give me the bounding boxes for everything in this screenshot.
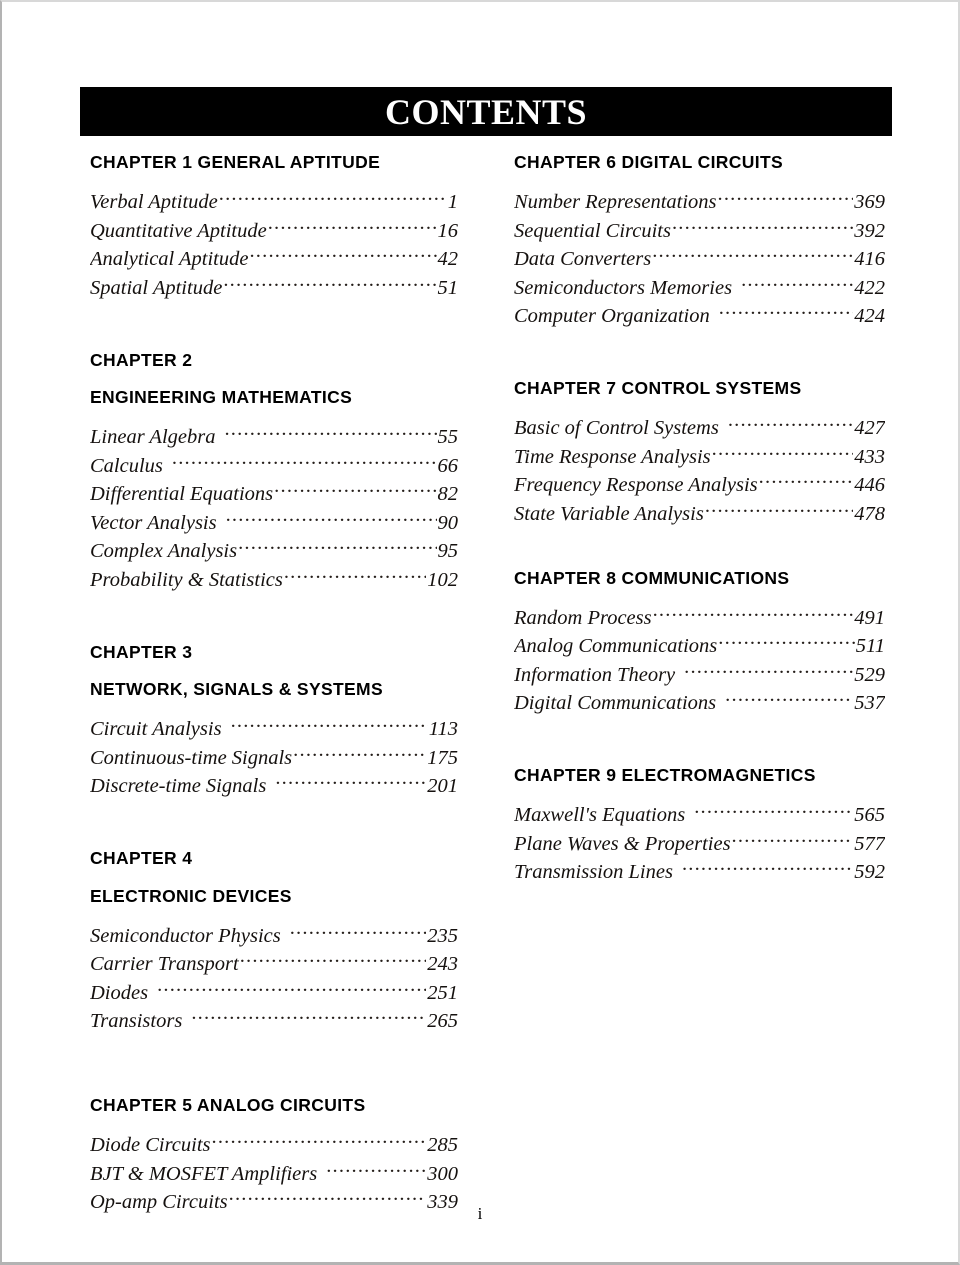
toc-entry-title: Sequential Circuits xyxy=(514,219,671,242)
dot-leader xyxy=(212,1131,427,1152)
toc-entry-page-number: 16 xyxy=(437,219,458,242)
toc-entry[interactable] xyxy=(514,660,885,689)
toc-entry-page-number: 433 xyxy=(854,445,885,468)
toc-entry-list xyxy=(514,603,885,717)
toc-entry-page-number: 416 xyxy=(854,248,885,270)
toc-entry[interactable] xyxy=(90,921,458,950)
chapter-block xyxy=(90,154,458,302)
toc-entry-title: Semiconductors Memories xyxy=(514,276,733,299)
toc-entry-page-number: 339 xyxy=(427,1191,458,1213)
toc-entry-title: Analytical Aptitude xyxy=(90,248,249,270)
dot-leader xyxy=(284,565,426,586)
chapter-heading-line: NETWORK, SIGNALS & SYSTEMS xyxy=(90,679,384,699)
chapter-block xyxy=(514,154,885,330)
dot-leader xyxy=(652,245,853,266)
dot-leader xyxy=(653,603,854,624)
toc-entry[interactable] xyxy=(514,632,885,661)
chapter-heading-line: CHAPTER 7 CONTROL SYSTEMS xyxy=(514,378,802,398)
toc-entry-page-number: 565 xyxy=(854,804,885,826)
toc-entry[interactable] xyxy=(514,216,885,245)
toc-entry-title: Frequency Response Analysis xyxy=(514,474,758,496)
chapter-heading-chapter-8-communications xyxy=(514,567,885,588)
toc-entry[interactable] xyxy=(514,188,885,217)
chapter-heading-chapter-7-control-systems xyxy=(514,380,885,398)
toc-entry-title: BJT & MOSFET Amplifiers xyxy=(90,1162,318,1185)
chapter-block xyxy=(90,1097,458,1216)
toc-entry-title: Transmission Lines xyxy=(514,861,673,883)
toc-entry-page-number: 537 xyxy=(854,692,885,714)
dot-leader xyxy=(290,921,427,942)
toc-entry-page-number: 113 xyxy=(428,718,458,740)
toc-entry-page-number: 577 xyxy=(854,832,885,855)
chapter-heading-line: CHAPTER 8 COMMUNICATIONS xyxy=(514,567,790,588)
toc-entry[interactable] xyxy=(90,273,458,302)
toc-entry-page-number: 424 xyxy=(854,305,885,327)
toc-entry-page-number: 478 xyxy=(854,502,885,525)
toc-entry-title: Op-amp Circuits xyxy=(90,1191,228,1213)
dot-leader xyxy=(718,188,854,209)
toc-entry-page-number: 42 xyxy=(437,248,458,270)
chapter-block xyxy=(514,767,885,886)
toc-entry[interactable] xyxy=(514,245,885,274)
toc-entry[interactable] xyxy=(90,480,458,509)
toc-entry-page-number: 300 xyxy=(427,1162,458,1185)
toc-entry-page-number: 427 xyxy=(854,417,885,439)
toc-entry[interactable] xyxy=(514,689,885,718)
toc-entry-page-number: 66 xyxy=(437,454,458,477)
toc-entry-title: Vector Analysis xyxy=(90,511,217,534)
chapter-heading-line: CHAPTER 5 ANALOG CIRCUITS xyxy=(90,1095,366,1115)
chapter-block xyxy=(514,567,885,718)
toc-entry[interactable] xyxy=(90,216,458,245)
dot-leader xyxy=(274,480,436,501)
toc-entry-page-number: 446 xyxy=(854,474,885,496)
toc-entry-page-number: 251 xyxy=(427,981,458,1004)
chapter-heading-line: ENGINEERING MATHEMATICS xyxy=(90,387,353,407)
chapter-heading-chapter-1-general-aptitude xyxy=(90,154,458,172)
toc-entry-page-number: 201 xyxy=(427,775,458,797)
toc-entry-title: Spatial Aptitude xyxy=(90,276,223,299)
toc-entry[interactable] xyxy=(90,245,458,274)
chapter-heading-line: CHAPTER 6 DIGITAL CIRCUITS xyxy=(514,152,784,172)
chapter-heading-line: ELECTRONIC DEVICES xyxy=(90,885,292,906)
dot-leader xyxy=(728,414,853,435)
dot-leader xyxy=(741,273,853,294)
toc-entry[interactable] xyxy=(514,302,885,331)
dot-leader xyxy=(226,508,437,529)
toc-entry-list xyxy=(90,423,458,594)
toc-entry-title: Digital Communications xyxy=(514,692,717,714)
toc-entry-title: Maxwell's Equations xyxy=(514,804,686,826)
toc-entry[interactable] xyxy=(514,829,885,858)
toc-entry-page-number: 95 xyxy=(437,540,458,562)
chapter-block xyxy=(90,349,458,594)
toc-entry-list xyxy=(90,715,458,801)
toc-entry-title: State Variable Analysis xyxy=(514,502,704,525)
page-number-folio: i xyxy=(477,1204,483,1223)
chapter-heading-chapter-9-electromagnetics xyxy=(514,767,885,785)
dot-leader xyxy=(682,858,853,879)
toc-entry[interactable] xyxy=(90,508,458,537)
toc-entry-title: Semiconductor Physics xyxy=(90,924,281,947)
toc-entry-list xyxy=(90,188,458,302)
toc-entry-page-number: 175 xyxy=(427,746,458,769)
toc-entry-title: Verbal Aptitude xyxy=(90,191,218,213)
toc-entry-title: Probability & Statistics xyxy=(90,568,283,591)
dot-leader xyxy=(326,1159,426,1180)
toc-entry[interactable] xyxy=(90,565,458,594)
toc-entry-page-number: 243 xyxy=(427,953,458,975)
section-spacer xyxy=(90,302,458,352)
dot-leader xyxy=(672,216,853,237)
toc-entry-title: Data Converters xyxy=(514,248,652,270)
chapter-heading-line: CHAPTER 1 GENERAL APTITUDE xyxy=(90,152,381,172)
dot-leader xyxy=(275,772,426,793)
dot-leader xyxy=(157,978,426,999)
toc-entry[interactable] xyxy=(514,471,885,500)
toc-entry-page-number: 235 xyxy=(427,924,458,947)
dot-leader xyxy=(223,273,436,294)
toc-entry[interactable] xyxy=(514,499,885,528)
toc-column-right xyxy=(514,154,885,886)
chapter-block xyxy=(90,641,458,801)
chapter-heading-chapter-6-digital-circuits xyxy=(514,154,885,172)
dot-leader xyxy=(249,245,436,266)
toc-entry-title: Information Theory xyxy=(514,663,676,686)
toc-entry[interactable] xyxy=(514,273,885,302)
toc-entry[interactable] xyxy=(90,451,458,480)
toc-entry[interactable] xyxy=(90,743,458,772)
toc-entry-title: Circuit Analysis xyxy=(90,718,222,740)
toc-entry-page-number: 265 xyxy=(427,1010,458,1032)
dot-leader xyxy=(694,801,853,822)
toc-entry[interactable] xyxy=(514,603,885,632)
chapter-heading-chapter-2 xyxy=(90,349,458,407)
chapter-heading-line: CHAPTER 9 ELECTROMAGNETICS xyxy=(514,765,816,785)
toc-entry-title: Continuous-time Signals xyxy=(90,746,293,769)
toc-entry-page-number: 422 xyxy=(854,276,885,299)
dot-leader xyxy=(712,442,854,463)
toc-entry-title: Complex Analysis xyxy=(90,540,238,562)
toc-entry-list xyxy=(514,188,885,331)
chapter-heading-chapter-4 xyxy=(90,850,458,905)
toc-entry-title: Number Representations xyxy=(514,191,717,213)
chapter-heading-line: CHAPTER 3 xyxy=(90,641,193,662)
dot-leader xyxy=(293,743,426,764)
page-title: CONTENTS xyxy=(384,91,588,132)
chapter-block xyxy=(90,850,458,1035)
toc-entry[interactable] xyxy=(90,772,458,801)
chapter-block xyxy=(514,380,885,528)
toc-entry-title: Basic of Control Systems xyxy=(514,417,719,439)
toc-entry-title: Calculus xyxy=(90,454,163,477)
toc-entry-title: Computer Organization xyxy=(514,305,710,327)
toc-entry[interactable] xyxy=(90,423,458,452)
toc-entry-page-number: 55 xyxy=(437,426,458,448)
chapter-heading-line: CHAPTER 2 xyxy=(90,349,193,370)
toc-entry-page-number: 369 xyxy=(854,191,885,213)
dot-leader xyxy=(219,188,447,209)
dot-leader xyxy=(172,451,437,472)
toc-entry-title: Plane Waves & Properties xyxy=(514,832,731,855)
toc-entry-page-number: 529 xyxy=(854,663,885,686)
toc-entry-list xyxy=(514,801,885,887)
toc-entry-title: Differential Equations xyxy=(90,483,274,505)
toc-entry[interactable] xyxy=(90,1007,458,1036)
toc-entry-title: Random Process xyxy=(514,606,652,629)
section-spacer xyxy=(90,800,458,850)
dot-leader xyxy=(684,660,853,681)
toc-entry-page-number: 392 xyxy=(854,219,885,242)
toc-entry-list xyxy=(514,414,885,528)
section-spacer xyxy=(90,594,458,644)
toc-entry[interactable] xyxy=(514,442,885,471)
section-spacer xyxy=(514,330,885,380)
toc-entry-title: Diodes xyxy=(90,981,149,1004)
toc-entry-page-number: 90 xyxy=(437,511,458,534)
toc-entry[interactable] xyxy=(514,858,885,887)
toc-entry-page-number: 491 xyxy=(854,606,885,629)
toc-entry[interactable] xyxy=(90,715,458,744)
dot-leader xyxy=(718,632,854,653)
toc-entry[interactable] xyxy=(514,801,885,830)
dot-leader xyxy=(268,216,437,237)
section-spacer xyxy=(90,1035,458,1097)
toc-entry-title: Transistors xyxy=(90,1010,183,1032)
toc-entry-title: Linear Algebra xyxy=(90,426,216,448)
toc-entry-title: Diode Circuits xyxy=(90,1134,211,1156)
dot-leader xyxy=(705,499,853,520)
dot-leader xyxy=(732,829,854,850)
dot-leader xyxy=(191,1007,426,1028)
dot-leader xyxy=(725,689,853,710)
toc-entry[interactable] xyxy=(514,414,885,443)
section-spacer xyxy=(514,717,885,767)
toc-entry-list xyxy=(90,921,458,1035)
dot-leader xyxy=(224,423,436,444)
toc-entry-title: Discrete-time Signals xyxy=(90,775,267,797)
toc-entry-page-number: 511 xyxy=(855,635,885,657)
toc-column-left xyxy=(90,154,458,1216)
toc-entry[interactable] xyxy=(90,1159,458,1188)
chapter-heading-line: CHAPTER 4 xyxy=(90,848,193,868)
toc-entry-page-number: 51 xyxy=(437,276,458,299)
toc-entry-page-number: 82 xyxy=(437,483,458,505)
dot-leader xyxy=(719,302,854,323)
dot-leader xyxy=(238,537,436,558)
toc-entry[interactable] xyxy=(90,1131,458,1160)
dot-leader xyxy=(759,471,854,492)
toc-entry[interactable] xyxy=(90,537,458,566)
toc-entry[interactable] xyxy=(90,950,458,979)
section-spacer xyxy=(514,528,885,570)
toc-columns xyxy=(2,152,958,1213)
toc-entry-page-number: 285 xyxy=(427,1134,458,1156)
toc-entry[interactable] xyxy=(90,978,458,1007)
dot-leader xyxy=(231,715,428,736)
dot-leader xyxy=(240,950,427,971)
chapter-heading-chapter-3 xyxy=(90,641,458,699)
chapter-heading-chapter-5-analog-circuits xyxy=(90,1097,458,1115)
contents-title-bar xyxy=(80,87,892,136)
toc-entry-page-number: 102 xyxy=(427,568,458,591)
toc-entry-title: Quantitative Aptitude xyxy=(90,219,267,242)
toc-entry[interactable] xyxy=(90,188,458,217)
toc-entry-page-number: 1 xyxy=(447,191,458,213)
toc-entry-page-number: 592 xyxy=(854,861,885,883)
toc-entry-title: Carrier Transport xyxy=(90,953,239,975)
toc-entry-title: Time Response Analysis xyxy=(514,445,711,468)
toc-entry-title: Analog Communications xyxy=(514,635,718,657)
